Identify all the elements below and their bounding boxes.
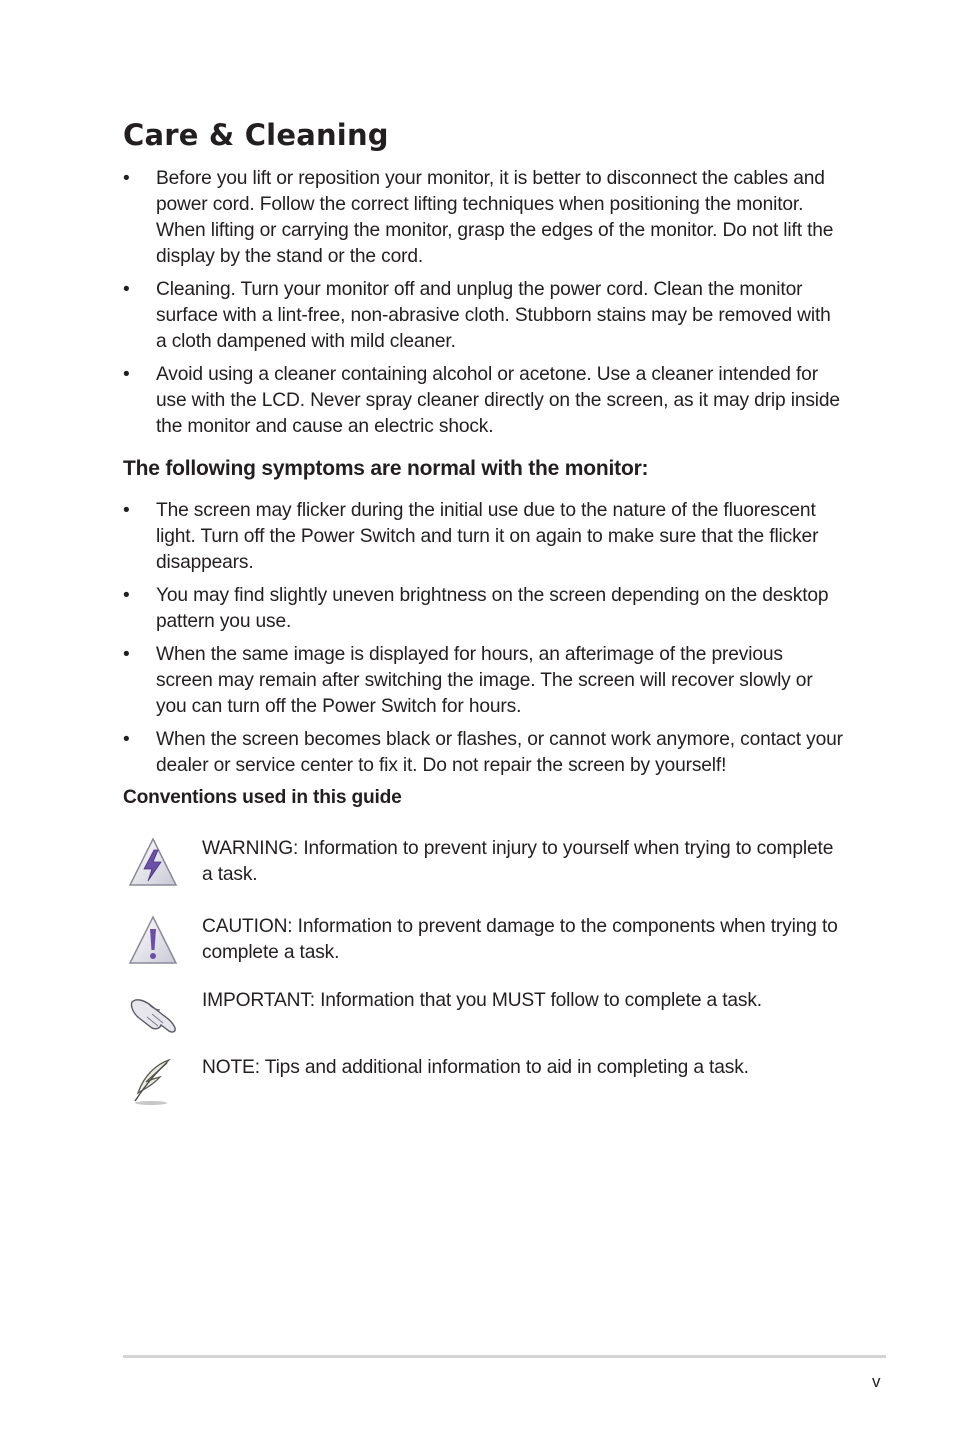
footer-rule <box>123 1355 886 1358</box>
bullet: • <box>123 364 130 385</box>
list-item-text: Cleaning. Turn your monitor off and unplug the power cord. Clean the monitor surface with a lint-free, non-abrasive cloth. Stubborn stains may be removed with a cloth dampened with mild cleaner. <box>156 279 831 352</box>
list-item <box>123 727 843 779</box>
list-item <box>123 166 843 270</box>
list-item <box>123 642 843 720</box>
note-feather-icon <box>127 1055 179 1107</box>
convention-text: CAUTION: Information to prevent damage to the components when trying to complete a task. <box>202 916 838 963</box>
symptoms-heading: The following symptoms are normal with the monitor: <box>123 457 649 480</box>
convention-text: NOTE: Tips and additional information to aid in completing a task. <box>202 1057 749 1078</box>
list-item-text: When the screen becomes black or flashes, or cannot work anymore, contact your dealer or service center to fix it. Do not repair the screen by yourself! <box>156 729 843 776</box>
bullet: • <box>123 168 130 189</box>
warning-lightning-icon <box>127 836 179 888</box>
list-item-text: Before you lift or reposition your monitor, it is better to disconnect the cables and power cord. Follow the correct lifting techniques when positioning the monitor. When lifting or carrying the monitor, grasp the edges of the monitor. Do not lift the display by the stand or the cord. <box>156 168 834 267</box>
list-item <box>123 277 843 355</box>
list-item-text: The screen may flicker during the initial use due to the nature of the fluorescent light. Turn off the Power Switch and turn it on again to make sure that the flicker disappears. <box>156 500 819 573</box>
care-list <box>123 166 843 447</box>
bullet: • <box>123 644 130 665</box>
bullet: • <box>123 585 130 606</box>
page-number: v <box>872 1372 881 1391</box>
list-item-text: You may find slightly uneven brightness on the screen depending on the desktop pattern you use. <box>156 585 829 632</box>
conventions-heading: Conventions used in this guide <box>123 787 402 808</box>
list-item <box>123 583 843 635</box>
list-item <box>123 362 843 440</box>
list-item <box>123 498 843 576</box>
bullet: • <box>123 729 130 750</box>
list-item-text: Avoid using a cleaner containing alcohol or acetone. Use a cleaner intended for use with the LCD. Never spray cleaner directly on the screen, as it may drip inside the monitor and cause an electric shock. <box>156 364 840 437</box>
bullet: • <box>123 279 130 300</box>
convention-text: WARNING: Information to prevent injury to yourself when trying to complete a task. <box>202 838 834 885</box>
caution-exclamation-icon <box>127 914 179 966</box>
symptoms-list <box>123 498 843 786</box>
list-item-text: When the same image is displayed for hours, an afterimage of the previous screen may remain after switching the image. The screen will recover slowly or you can turn off the Power Switch for hours. <box>156 644 813 717</box>
bullet: • <box>123 500 130 521</box>
convention-text: IMPORTANT: Information that you MUST follow to complete a task. <box>202 990 762 1011</box>
important-hand-icon <box>127 988 179 1040</box>
page-title: Care & Cleaning <box>123 118 389 152</box>
